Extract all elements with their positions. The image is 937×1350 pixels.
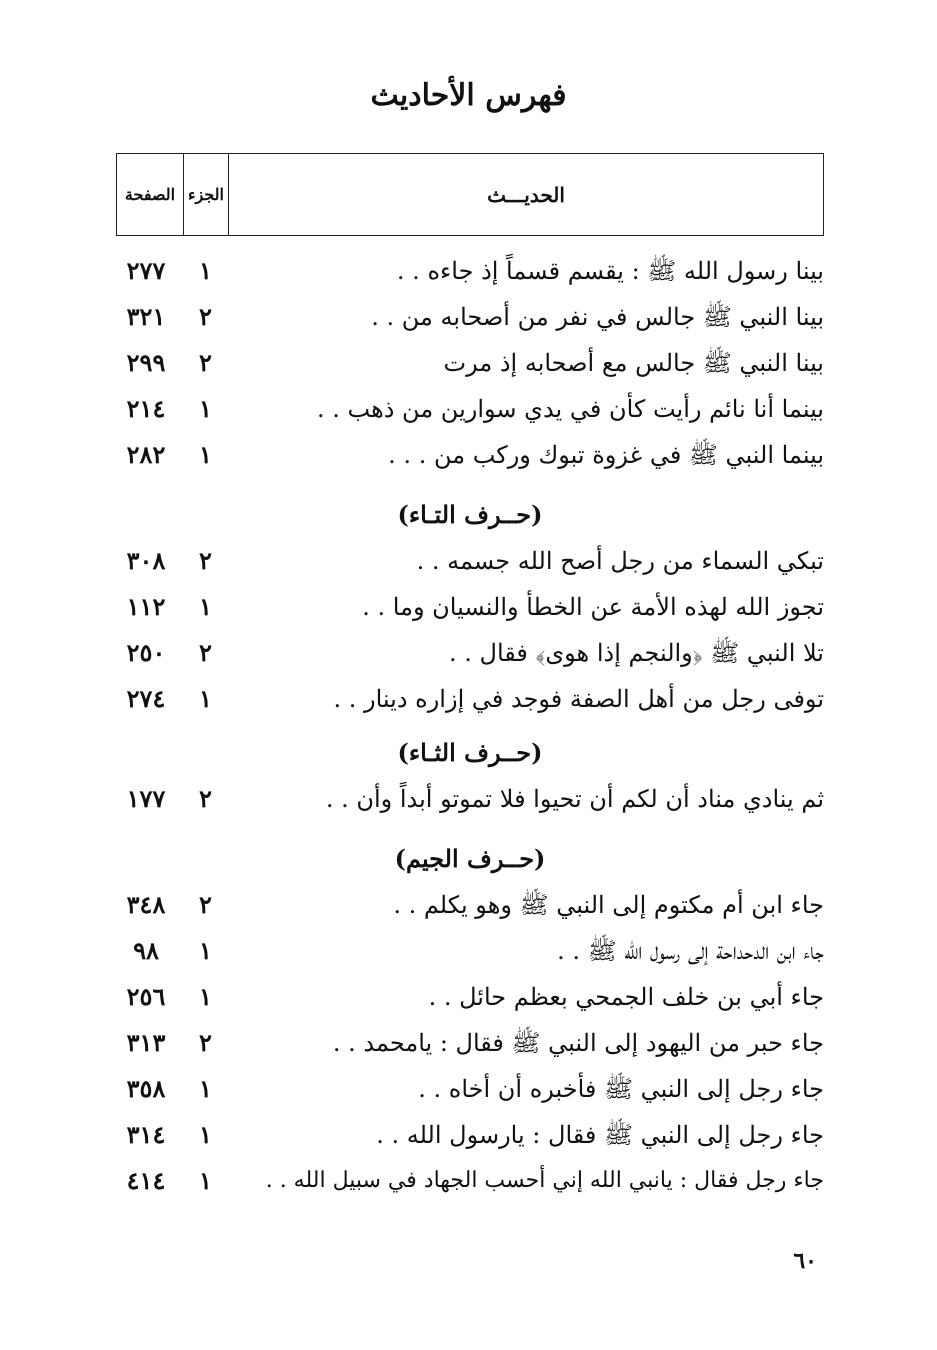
hadith-row xyxy=(116,1021,824,1065)
hadith-row xyxy=(116,295,824,339)
hadith-text: تجوز الله لهذه الأمة عن الخطأ والنسيان وما . . xyxy=(362,593,824,621)
hadith-row xyxy=(116,249,824,293)
hadith-text: بينا النبي ﷺ جالس مع أصحابه إذ مرت xyxy=(443,349,824,377)
hadith-part: ٢ xyxy=(199,348,212,377)
hadith-page: ٢٥٦ xyxy=(126,982,166,1011)
hadith-row xyxy=(116,1113,824,1157)
hadith-page: ٣١٤ xyxy=(126,1120,166,1149)
hadith-row xyxy=(116,677,824,721)
hadith-part: ٢ xyxy=(199,890,212,919)
hadith-part: ١ xyxy=(199,1166,212,1195)
hadith-part: ١ xyxy=(199,982,212,1011)
hadith-part: ٢ xyxy=(199,638,212,667)
hadith-page: ١١٢ xyxy=(126,592,166,621)
hadith-text: جاء حبر من اليهود إلى النبي ﷺ فقال : يامحمد . . xyxy=(332,1029,824,1057)
column-header-hadith: الحديـــث xyxy=(487,182,565,207)
hadith-page: ٣٥٨ xyxy=(126,1074,166,1103)
hadith-row xyxy=(116,585,824,629)
hadith-page: ٣٢١ xyxy=(126,302,166,331)
hadith-text: تلا النبي ﷺ ﴿والنجم إذا هوى﴾ فقال . . xyxy=(449,639,824,667)
hadith-part: ١ xyxy=(199,592,212,621)
hadith-part: ٢ xyxy=(199,1028,212,1057)
section-heading-jeem: (حــرف الجيم) xyxy=(394,844,546,873)
hadith-text: جاء رجل فقال : يانبي الله إني أحسب الجهاد في سبيل الله . . xyxy=(265,1168,824,1193)
hadith-page: ٣٤٨ xyxy=(126,890,166,919)
section-heading-thaa: (حــرف الثـاء) xyxy=(397,738,543,767)
hadith-page: ٩٨ xyxy=(133,936,159,965)
hadith-row xyxy=(116,929,824,973)
hadith-text: ثم ينادي مناد أن لكم أن تحيوا فلا تموتو أبداً وأن . . xyxy=(325,785,824,813)
page-title: فهرس الأحاديث xyxy=(370,78,567,113)
hadith-part: ١ xyxy=(199,440,212,469)
column-header-part: الجزء xyxy=(184,154,229,235)
hadith-row xyxy=(116,1159,824,1203)
hadith-part: ١ xyxy=(199,936,212,965)
hadith-page: ٢٨٢ xyxy=(126,440,166,469)
hadith-text: بينا النبي ﷺ جالس في نفر من أصحابه من . . xyxy=(371,303,824,331)
hadith-row xyxy=(116,1067,824,1111)
hadith-text: تبكي السماء من رجل أصح الله جسمه . . xyxy=(416,547,824,575)
hadith-row xyxy=(116,341,824,385)
hadith-page: ٢٥٠ xyxy=(126,638,166,667)
hadith-text: بينما أنا نائم رأيت كأن في يدي سوارين من ذهب . . xyxy=(317,395,824,423)
hadith-row xyxy=(116,777,824,821)
hadith-row xyxy=(116,433,824,477)
hadith-part: ٢ xyxy=(199,302,212,331)
hadith-part: ١ xyxy=(199,394,212,423)
hadith-page: ٢٩٩ xyxy=(126,348,166,377)
hadith-row xyxy=(116,387,824,431)
hadith-text: جاء ابن أم مكتوم إلى النبي ﷺ وهو يكلم . . xyxy=(393,891,824,919)
hadith-page: ٤١٤ xyxy=(126,1166,166,1195)
hadith-row xyxy=(116,539,824,583)
hadith-page: ٣١٣ xyxy=(126,1028,166,1057)
hadith-row xyxy=(116,975,824,1019)
page-number: ٦٠ xyxy=(793,1248,817,1274)
hadith-text: بينا رسول الله ﷺ : يقسم قسماً إذ جاءه . . xyxy=(396,257,824,285)
hadith-text: جاء رجل إلى النبي ﷺ فأخبره أن أخاه . . xyxy=(418,1075,824,1103)
index-table-header xyxy=(116,153,824,236)
hadith-page: ١٧٧ xyxy=(126,784,166,813)
hadith-part: ١ xyxy=(199,684,212,713)
hadith-part: ١ xyxy=(199,1074,212,1103)
hadith-row xyxy=(116,883,824,927)
section-heading-taa: (حــرف التـاء) xyxy=(397,500,543,529)
hadith-part: ١ xyxy=(199,1120,212,1149)
column-header-page: الصفحة xyxy=(117,154,184,235)
hadith-page: ٢٧٤ xyxy=(126,684,166,713)
hadith-text: جاء ابن الدحداحة إلى رسول الله ﷺ . . xyxy=(557,937,824,965)
hadith-text: توفى رجل من أهل الصفة فوجد في إزاره دينار . . xyxy=(333,685,824,713)
hadith-text: جاء رجل إلى النبي ﷺ فقال : يارسول الله . . xyxy=(376,1121,824,1149)
hadith-page: ٢١٤ xyxy=(126,394,166,423)
hadith-page: ٢٧٧ xyxy=(126,256,166,285)
hadith-text: جاء أبي بن خلف الجمحي بعظم حائل . . xyxy=(428,983,824,1011)
hadith-part: ١ xyxy=(199,256,212,285)
hadith-row xyxy=(116,631,824,675)
hadith-part: ٢ xyxy=(199,546,212,575)
hadith-text: بينما النبي ﷺ في غزوة تبوك وركب من . . . xyxy=(388,441,824,469)
hadith-page: ٣٠٨ xyxy=(126,546,166,575)
hadith-part: ٢ xyxy=(199,784,212,813)
